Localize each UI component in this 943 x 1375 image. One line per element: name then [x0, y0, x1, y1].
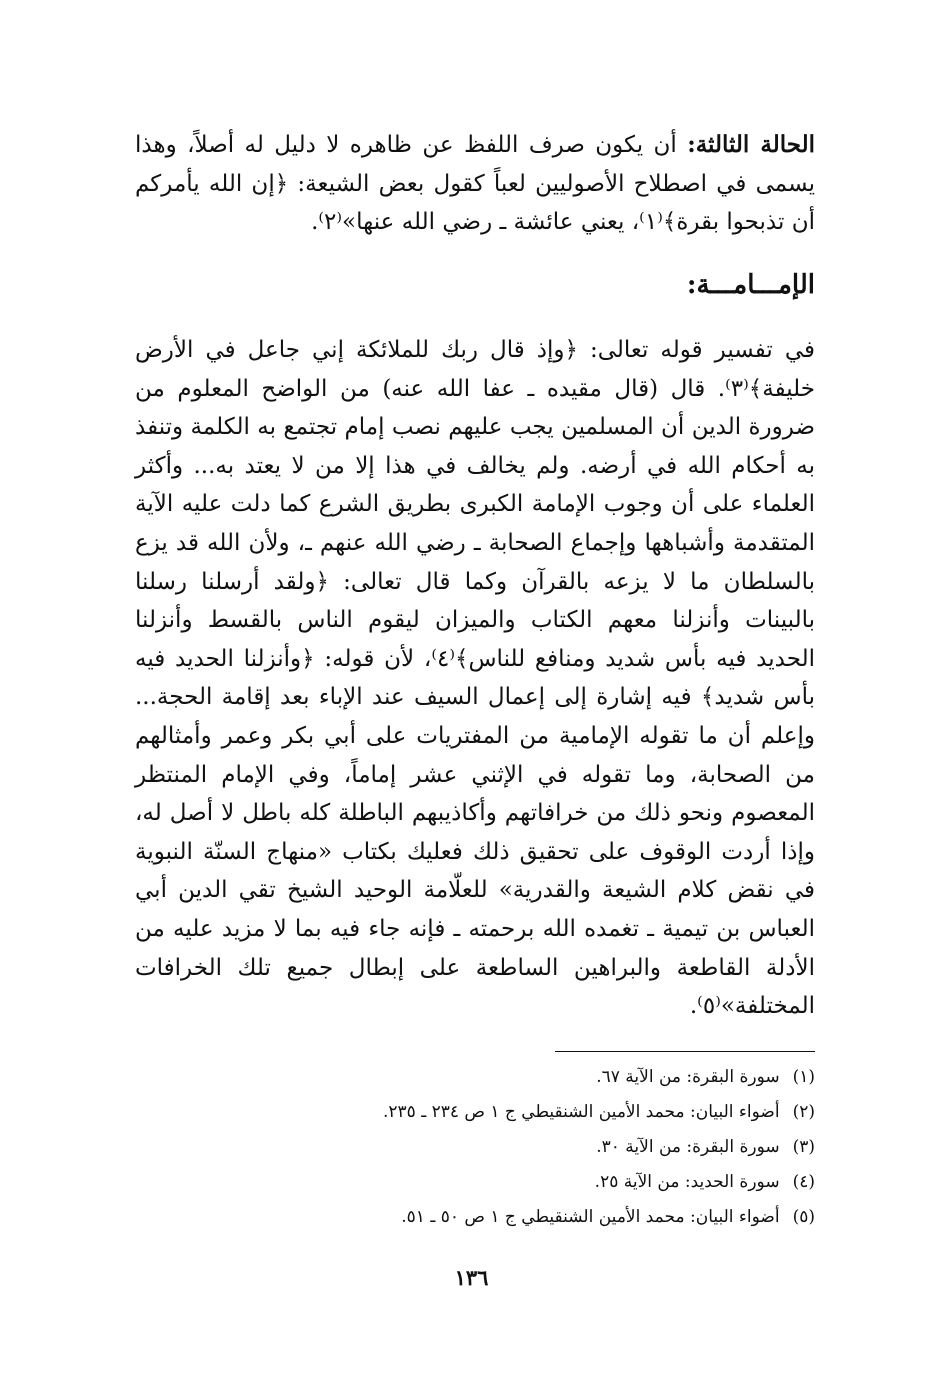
- footnote-divider: [555, 1051, 815, 1052]
- footnote-number: (٣): [792, 1137, 815, 1157]
- paragraph-text: أن يكون صرف اللفظ عن ظاهره لا دليل له أصلاً، وهذا يسمى في اصطلاح الأصوليين لعباً كقول بعض الشيعة: ﴿إن الله يأمركم أن تذبحوا بقرة﴾⁽١⁾، يعني عائشة ـ رضي الله عنها»⁽٢⁾.: [135, 132, 815, 236]
- footnotes-list: [135, 1060, 815, 1235]
- paragraph-lead: الحالة الثالثة:: [687, 131, 815, 158]
- footnote-number: (٥): [792, 1207, 815, 1227]
- page-number: ١٣٦: [454, 1265, 489, 1290]
- paragraph-third-case: [135, 126, 815, 242]
- footnote-item: [135, 1200, 815, 1235]
- footnote-number: (١): [792, 1067, 815, 1087]
- footnote-text: سورة البقرة: من الآية ٦٧.: [596, 1067, 780, 1087]
- footnote-number: (٤): [792, 1172, 815, 1192]
- footnote-text: أضواء البيان: محمد الأمين الشنقيطي ج ١ ص ٥٠ ـ ٥١.: [401, 1207, 780, 1227]
- footnote-number: (٢): [792, 1102, 815, 1122]
- footnote-item: [135, 1095, 815, 1130]
- section-heading: الإمـــامـــة:: [686, 270, 815, 300]
- footnote-item: [135, 1165, 815, 1200]
- paragraph-imamate: في تفسير قوله تعالى: ﴿وإذ قال ربك للملائكة إني جاعل في الأرض خليفة﴾⁽٣⁾. قال (قال مقيده ـ عفا الله عنه) من الواضح المعلوم من ضرورة الدين أن المسلمين يجب عليهم نصب إمام تجتمع به الكلمة وتنفذ به أحكام الله في أرضه. ولم يخالف في هذا إلا من لا يعتد به... وأكثر العلماء على أن وجوب الإمامة الكبرى بطريق الشرع كما دلت عليه الآية المتقدمة وأشباهها وإجماع الصحابة ـ رضي الله عنهم ـ، ولأن الله قد يزع بالسلطان ما لا يزعه بالقرآن وكما قال تعالى: ﴿ولقد أرسلنا رسلنا بالبينات وأنزلنا معهم الكتاب والميزان ليقوم الناس بالقسط وأنزلنا الحديد فيه بأس شديد ومنافع للناس﴾⁽٤⁾، لأن قوله: ﴿وأنزلنا الحديد فيه بأس شديد﴾ فيه إشارة إلى إعمال السيف عند الإباء بعد إقامة الحجة... وإعلم أن ما تقوله الإمامية من المفتريات على أبي بكر وعمر وأمثالهم من الصحابة، وما تقوله في الإثني عشر إماماً، وفي الإمام المنتظر المعصوم ونحو ذلك من خرافاتهم وأكاذيبهم الباطلة كله باطل لا أصل له، وإذا أردت الوقوف على تحقيق ذلك فعليك بكتاب «منهاج السنّة النبوية في نقض كلام الشيعة والقدرية» للعلّامة الوحيد الشيخ تقي الدين أبي العباس بن تيمية ـ تغمده الله برحمته ـ فإنه جاء فيه بما لا مزيد عليه من الأدلة القاطعة والبراهين الساطعة على إبطال جميع تلك الخرافات المختلفة»⁽٥⁾.: [135, 337, 815, 1020]
- footnote-text: سورة البقرة: من الآية ٣٠.: [596, 1137, 780, 1157]
- footnote-text: أضواء البيان: محمد الأمين الشنقيطي ج ١ ص ٢٣٤ ـ ٢٣٥.: [382, 1102, 780, 1122]
- footnote-item: [135, 1060, 815, 1095]
- footnote-text: سورة الحديد: من الآية ٢٥.: [594, 1172, 780, 1192]
- footnote-item: [135, 1130, 815, 1165]
